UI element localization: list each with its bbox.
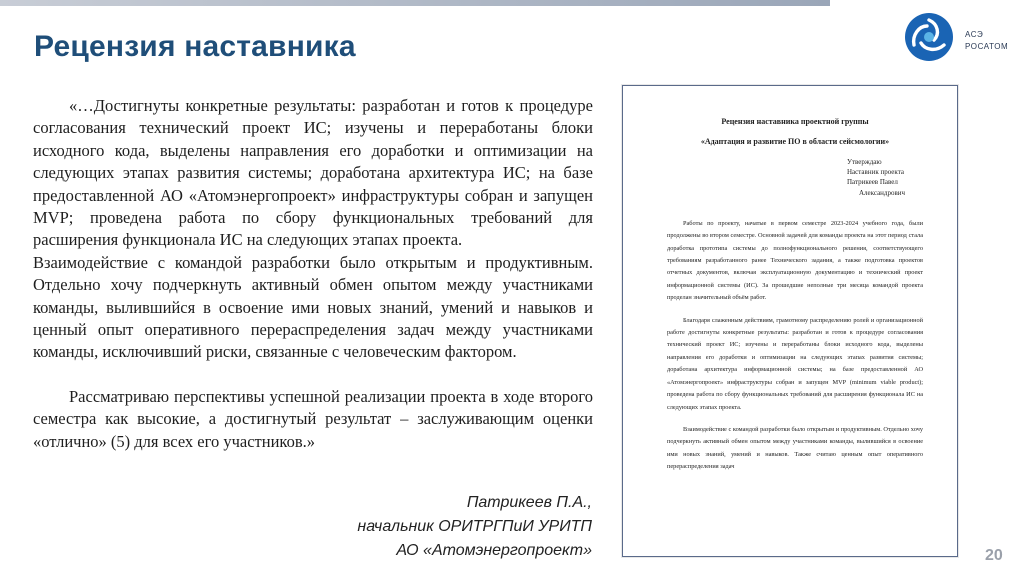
logo-wordmark [965,29,1015,53]
slide-title: Рецензия наставника [34,30,356,63]
approve-name-line2: Александрович [859,188,906,197]
signature-org: АО «Атомэнергопроект» [396,542,592,559]
signature-name: Патрикеев П.А., [466,494,592,511]
document-paragraph-3: Взаимодействие с командой разработки было открытым и продуктивным. Отдельно хочу подчеркнуть активный обмен опытом между участниками команды, вылившийся в освоение ими новых знаний, умений и навыков. Также считаю ценным опыт оперативного перераспределения задач [667,425,923,471]
document-body [667,110,923,474]
quote-paragraph-1: «…Достигнуты конкретные результаты: разработан и готов к процедуре согласования технический проект ИС; изучены и переработаны блоки исходного кода, выделены направления его доработки и оптимизации на следующих этапах развития системы; доработана архитектура ИС; на базе предоставленной АО «Атомэнергопроект» инфраструктуры собран и запущен MVP; проведена работа по сбору функциональных требований для расширения функционала ИС на следующих этапах проекта. [33,96,593,250]
quote-paragraph-3: Рассматриваю перспективы успешной реализации проекта в ходе второго семестра как высокие, а достигнутый результат – заслуживающим оценки «отлично» (5) для всех его участников.» [33,386,593,451]
document-paragraph-2: Благодаря слаженным действиям, грамотному распределению ролей и организационной работе достигнуты конкретные результаты: разработан и готов к процедуре согласования технический проект ИС; изучены и переработаны блоки исходного кода, выделены направления его доработки и оптимизации на следующих этапах развития системы; доработана архитектура информационной системы; на базе предоставленной АО «Атомэнергопроект» инфраструктуры собран и запущен MVP (minimum viable product); проведена работа по сбору функциональных требований для расширения функционала ИС на следующих этапах проекта. [667,316,923,411]
document-approval-block [847,157,923,198]
document-title: Рецензия наставника проектной группы [721,117,869,126]
approve-label: Утверждаю [847,158,882,166]
quote-paragraph-2: Взаимодействие с командой разработки было открытым и продуктивным. Отдельно хочу подчеркнуть активный обмен опытом между участниками команды, вылившийся в освоение ими новых знаний, умений и навыков и ценный опыт оперативного перераспределения задач между участниками команды, исключивший риски, связанные с человеческим фактором. [33,252,593,362]
scanned-review-document [622,85,958,557]
page-number: 20 [985,547,1003,564]
rosatom-logo [904,12,1016,62]
document-paragraph-1: Работы по проекту, начатые в первом семестре 2023-2024 учебного года, были продолжены во втором семестре. Основной задачей для команды проекта на этот период стала доработка прототипа системы до полнофункционального решения, соответствующего требованиям разработанного ранее Технического задания, а также подготовка проектов отчетных документов, включая эксплуатационную документацию и технический проект информационной системы (ИС). За прошедшие неполные три месяца командой проекта проделан значительный объём работ. [667,219,923,302]
approve-role: Наставник проекта [847,168,904,177]
rosatom-emblem-icon [904,12,954,62]
reviewer-signature [357,491,592,563]
review-quote [33,95,593,453]
approve-name-line1: Патрикеев Павел [847,178,898,187]
logo-line2: РОСАТОМ [965,42,1009,51]
document-subtitle: «Адаптация и развитие ПО в области сейсмологии» [700,137,890,146]
logo-line1: АСЭ [965,30,984,39]
top-accent-bar [0,0,830,6]
signature-position: начальник ОРИТРГПиИ УРИТП [357,518,592,535]
